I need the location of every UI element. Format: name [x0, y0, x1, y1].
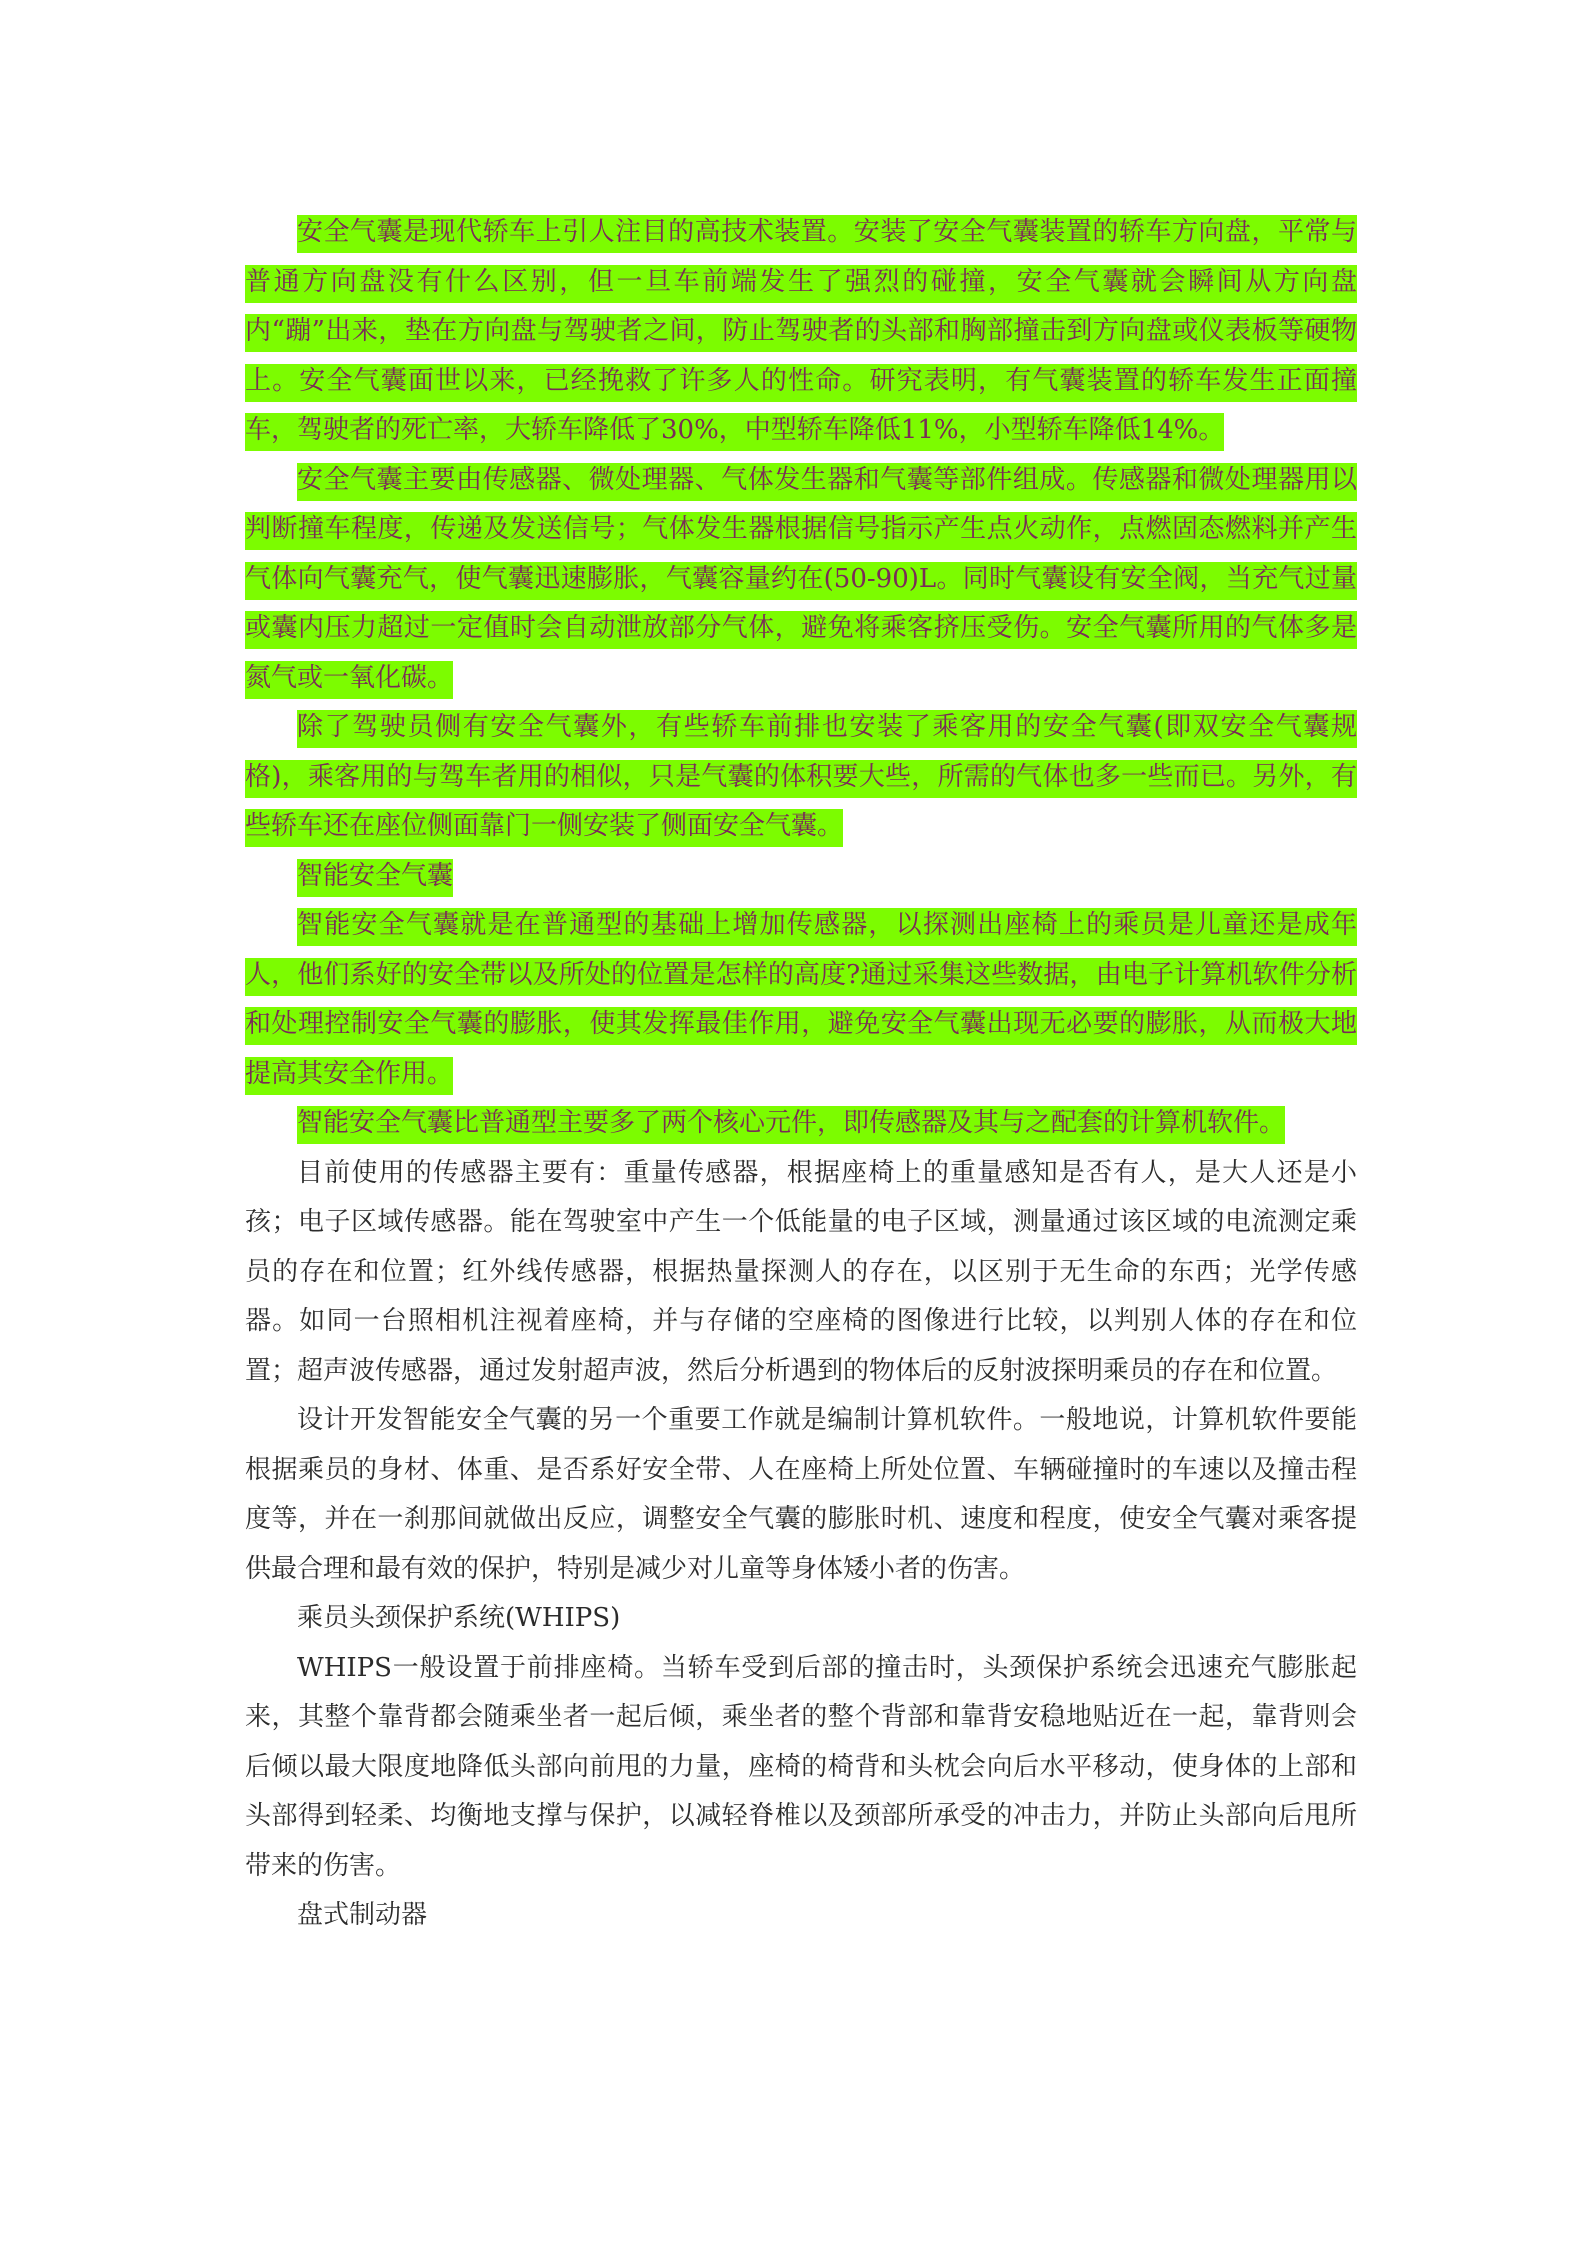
highlighted-text: 智能安全气囊就是在普通型的基础上增加传感器，以探测出座椅上的乘员是儿童还是成年人，他们系好的安全带以及所处的位置是怎样的高度?通过采集这些数据，由电子计算机软件分析和处理控制安全气囊的膨胀，使其发挥最佳作用，避免安全气囊出现无必要的膨胀，从而极大地提高其安全作用。 — [245, 908, 1357, 1095]
highlighted-text: 安全气囊主要由传感器、微处理器、气体发生器和气囊等部件组成。传感器和微处理器用以判断撞车程度，传递及发送信号；气体发生器根据信号指示产生点火动作，点燃固态燃料并产生气体向气囊充气，使气囊迅速膨胀，气囊容量约在(50-90)L。同时气囊设有安全阀，当充气过量或囊内压力超过一定值时会自动泄放部分气体，避免将乘客挤压受伤。安全气囊所用的气体多是氮气或一氧化碳。 — [245, 463, 1357, 699]
paragraph-whips: WHIPS一般设置于前排座椅。当轿车受到后部的撞击时，头颈保护系统会迅速充气膨胀起来，其整个靠背都会随乘坐者一起后倾，乘坐者的整个背部和靠背安稳地贴近在一起，靠背则会后倾以最大限度地降低头部向前甩的力量，座椅的椅背和头枕会向后水平移动，使身体的上部和头部得到轻柔、均衡地支撑与保护，以减轻脊椎以及颈部所承受的冲击力，并防止头部向后甩所带来的伤害。 — [245, 1652, 1357, 1881]
paragraph-sensors: 目前使用的传感器主要有：重量传感器，根据座椅上的重量感知是否有人，是大人还是小孩；电子区域传感器。能在驾驶室中产生一个低能量的电子区域，测量通过该区域的电流测定乘员的存在和位置；红外线传感器，根据热量探测人的存在，以区别于无生命的东西；光学传感器。如同一台照相机注视着座椅，并与存储的空座椅的图像进行比较，以判别人体的存在和位置；超声波传感器，通过发射超声波，然后分析遇到的物体后的反射波探明乘员的存在和位置。 — [245, 1157, 1357, 1386]
paragraph-airbag-components — [245, 456, 1357, 704]
highlighted-text: 除了驾驶员侧有安全气囊外，有些轿车前排也安装了乘客用的安全气囊(即双安全气囊规格)，乘客用的与驾车者用的相似，只是气囊的体积要大些，所需的气体也多一些而已。另外，有些轿车还在座位侧面靠门一侧安装了侧面安全气囊。 — [245, 710, 1357, 847]
highlighted-text: 智能安全气囊 — [297, 859, 453, 897]
highlighted-text: 智能安全气囊比普通型主要多了两个核心元件，即传感器及其与之配套的计算机软件。 — [297, 1106, 1285, 1144]
section-heading-smart-airbag — [245, 852, 1357, 902]
highlighted-text: 安全气囊是现代轿车上引人注目的高技术装置。安装了安全气囊装置的轿车方向盘，平常与普通方向盘没有什么区别，但一旦车前端发生了强烈的碰撞，安全气囊就会瞬间从方向盘内“蹦”出来，垫在方向盘与驾驶者之间，防止驾驶者的头部和胸部撞击到方向盘或仪表板等硬物上。安全气囊面世以来，已经挽救了许多人的性命。研究表明，有气囊装置的轿车发生正面撞车，驾驶者的死亡率，大轿车降低了30%，中型轿车降低11%，小型轿车降低14%。 — [245, 215, 1357, 451]
section-heading-whips: 乘员头颈保护系统(WHIPS) — [297, 1603, 621, 1633]
paragraph-software: 设计开发智能安全气囊的另一个重要工作就是编制计算机软件。一般地说，计算机软件要能根据乘员的身材、体重、是否系好安全带、人在座椅上所处位置、车辆碰撞时的车速以及撞击程度等，并在一刹那间就做出反应，调整安全气囊的膨胀时机、速度和程度，使安全气囊对乘客提供最合理和最有效的保护，特别是减少对儿童等身体矮小者的伤害。 — [245, 1405, 1357, 1584]
section-heading-disc-brake: 盘式制动器 — [297, 1900, 428, 1930]
document-page — [245, 208, 1357, 1941]
paragraph-passenger-airbag — [245, 703, 1357, 852]
paragraph-smart-airbag-core — [245, 1099, 1357, 1149]
paragraph-airbag-intro — [245, 208, 1357, 456]
paragraph-smart-airbag-definition — [245, 901, 1357, 1099]
